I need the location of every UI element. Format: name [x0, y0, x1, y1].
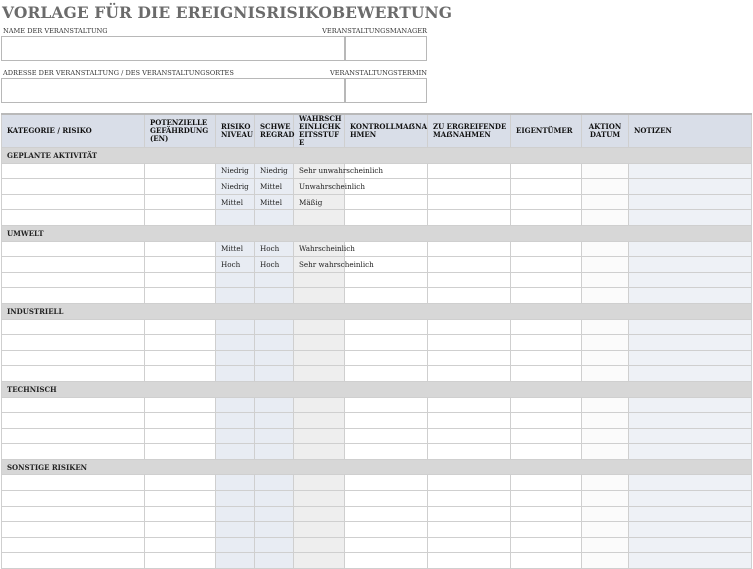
action-date-cell[interactable]: [582, 491, 629, 507]
event-date-label: VERANSTALTUNGSTERMIN: [329, 69, 427, 77]
notes-cell[interactable]: [629, 288, 752, 304]
risk-level-cell[interactable]: [216, 350, 255, 366]
action-date-cell[interactable]: [582, 179, 629, 195]
owner-cell[interactable]: [511, 444, 582, 460]
risk-level-cell[interactable]: Hoch: [216, 257, 255, 273]
header-actions-to-take: ZU ERGREIFENDE MAẞNAHMEN: [428, 114, 511, 148]
control-measures-cell[interactable]: [345, 491, 428, 507]
hazard-cell[interactable]: [145, 163, 216, 179]
notes-cell[interactable]: [629, 366, 752, 382]
likelihood-cell[interactable]: Wahrscheinlich: [294, 241, 345, 257]
likelihood-cell[interactable]: [294, 475, 345, 491]
severity-cell[interactable]: Hoch: [255, 257, 294, 273]
category-cell[interactable]: [2, 413, 145, 429]
table-row: [2, 210, 752, 226]
likelihood-cell[interactable]: Sehr unwahrscheinlich: [294, 163, 345, 179]
category-cell[interactable]: [2, 475, 145, 491]
control-measures-cell[interactable]: [345, 241, 428, 257]
risk-level-cell[interactable]: [216, 428, 255, 444]
category-cell[interactable]: [2, 194, 145, 210]
risk-level-cell[interactable]: [216, 475, 255, 491]
risk-level-cell[interactable]: [216, 397, 255, 413]
table-row: [2, 257, 752, 273]
likelihood-cell[interactable]: [294, 553, 345, 569]
severity-cell[interactable]: [255, 522, 294, 538]
hazard-cell[interactable]: [145, 537, 216, 553]
actions-cell[interactable]: [428, 413, 511, 429]
table-row: [2, 272, 752, 288]
actions-cell[interactable]: [428, 537, 511, 553]
notes-cell[interactable]: [629, 319, 752, 335]
severity-cell[interactable]: [255, 537, 294, 553]
category-cell[interactable]: [2, 553, 145, 569]
likelihood-cell[interactable]: [294, 522, 345, 538]
severity-cell[interactable]: [255, 272, 294, 288]
hazard-cell[interactable]: [145, 350, 216, 366]
page-title: VORLAGE FÜR DIE EREIGNISRISIKOBEWERTUNG: [2, 3, 453, 22]
owner-cell[interactable]: [511, 272, 582, 288]
owner-cell[interactable]: [511, 241, 582, 257]
action-date-cell[interactable]: [582, 194, 629, 210]
control-measures-cell[interactable]: [345, 366, 428, 382]
action-date-cell[interactable]: [582, 444, 629, 460]
hazard-cell[interactable]: [145, 506, 216, 522]
hazard-cell[interactable]: [145, 413, 216, 429]
table-row: [2, 350, 752, 366]
notes-cell[interactable]: [629, 553, 752, 569]
risk-level-cell[interactable]: Mittel: [216, 194, 255, 210]
section-title: TECHNISCH: [2, 381, 752, 397]
event-address-label: ADRESSE DER VERANSTALTUNG / DES VERANSTALTUNGSORTES: [3, 69, 234, 77]
actions-cell[interactable]: [428, 272, 511, 288]
category-cell[interactable]: [2, 444, 145, 460]
notes-cell[interactable]: [629, 491, 752, 507]
risk-level-cell[interactable]: [216, 272, 255, 288]
actions-cell[interactable]: [428, 194, 511, 210]
table-row: [2, 506, 752, 522]
actions-cell[interactable]: [428, 397, 511, 413]
likelihood-cell[interactable]: [294, 288, 345, 304]
owner-cell[interactable]: [511, 288, 582, 304]
category-cell[interactable]: [2, 210, 145, 226]
hazard-cell[interactable]: [145, 366, 216, 382]
table-row: [2, 319, 752, 335]
risk-level-cell[interactable]: [216, 288, 255, 304]
action-date-cell[interactable]: [582, 163, 629, 179]
owner-cell[interactable]: [511, 491, 582, 507]
actions-cell[interactable]: [428, 335, 511, 351]
header-action-date: AKTION DATUM: [582, 114, 629, 148]
owner-cell[interactable]: [511, 506, 582, 522]
control-measures-cell[interactable]: [345, 288, 428, 304]
action-date-cell[interactable]: [582, 319, 629, 335]
category-cell[interactable]: [2, 428, 145, 444]
hazard-cell[interactable]: [145, 397, 216, 413]
notes-cell[interactable]: [629, 413, 752, 429]
action-date-cell[interactable]: [582, 288, 629, 304]
owner-cell[interactable]: [511, 210, 582, 226]
severity-cell[interactable]: [255, 475, 294, 491]
category-cell[interactable]: [2, 163, 145, 179]
actions-cell[interactable]: [428, 553, 511, 569]
actions-cell[interactable]: [428, 319, 511, 335]
section-title: INDUSTRIELL: [2, 303, 752, 319]
control-measures-cell[interactable]: [345, 335, 428, 351]
severity-cell[interactable]: [255, 444, 294, 460]
hazard-cell[interactable]: [145, 210, 216, 226]
risk-level-cell[interactable]: Mittel: [216, 241, 255, 257]
action-date-cell[interactable]: [582, 506, 629, 522]
owner-cell[interactable]: [511, 553, 582, 569]
hazard-cell[interactable]: [145, 335, 216, 351]
table-row: [2, 491, 752, 507]
actions-cell[interactable]: [428, 522, 511, 538]
control-measures-cell[interactable]: [345, 522, 428, 538]
control-measures-cell[interactable]: [345, 413, 428, 429]
actions-cell[interactable]: [428, 366, 511, 382]
table-row: [2, 288, 752, 304]
notes-cell[interactable]: [629, 210, 752, 226]
notes-cell[interactable]: [629, 475, 752, 491]
likelihood-cell[interactable]: [294, 319, 345, 335]
notes-cell[interactable]: [629, 194, 752, 210]
severity-cell[interactable]: [255, 397, 294, 413]
hazard-cell[interactable]: [145, 179, 216, 195]
risk-table: [1, 113, 752, 569]
actions-cell[interactable]: [428, 241, 511, 257]
severity-cell[interactable]: Mittel: [255, 179, 294, 195]
notes-cell[interactable]: [629, 506, 752, 522]
table-row: [2, 522, 752, 538]
header-notes: NOTIZEN: [629, 114, 752, 148]
severity-cell[interactable]: [255, 335, 294, 351]
hazard-cell[interactable]: [145, 288, 216, 304]
control-measures-cell[interactable]: [345, 475, 428, 491]
section-title: UMWELT: [2, 225, 752, 241]
notes-cell[interactable]: [629, 428, 752, 444]
action-date-cell[interactable]: [582, 335, 629, 351]
category-cell[interactable]: [2, 241, 145, 257]
severity-cell[interactable]: [255, 319, 294, 335]
risk-level-cell[interactable]: [216, 366, 255, 382]
action-date-cell[interactable]: [582, 397, 629, 413]
likelihood-cell[interactable]: Sehr wahrscheinlich: [294, 257, 345, 273]
header-severity: SCHWE REGRAD: [255, 114, 294, 148]
action-date-cell[interactable]: [582, 553, 629, 569]
control-measures-cell[interactable]: [345, 272, 428, 288]
table-row: [2, 397, 752, 413]
notes-cell[interactable]: [629, 350, 752, 366]
category-cell[interactable]: [2, 288, 145, 304]
table-body: [2, 148, 752, 569]
category-cell[interactable]: [2, 366, 145, 382]
header-risk-level: RISIKO NIVEAU: [216, 114, 255, 148]
table-row: [2, 241, 752, 257]
severity-cell[interactable]: Hoch: [255, 241, 294, 257]
likelihood-cell[interactable]: [294, 491, 345, 507]
risk-level-cell[interactable]: [216, 491, 255, 507]
notes-cell[interactable]: [629, 241, 752, 257]
owner-cell[interactable]: [511, 397, 582, 413]
category-cell[interactable]: [2, 397, 145, 413]
category-cell[interactable]: [2, 272, 145, 288]
notes-cell[interactable]: [629, 537, 752, 553]
control-measures-cell[interactable]: [345, 319, 428, 335]
risk-level-cell[interactable]: [216, 444, 255, 460]
section-title: GEPLANTE AKTIVITÄT: [2, 148, 752, 164]
action-date-cell[interactable]: [582, 272, 629, 288]
event-name-label: NAME DER VERANSTALTUNG: [3, 27, 108, 35]
owner-cell[interactable]: [511, 350, 582, 366]
table-row: [2, 163, 752, 179]
category-cell[interactable]: [2, 522, 145, 538]
category-cell[interactable]: [2, 257, 145, 273]
category-cell[interactable]: [2, 350, 145, 366]
owner-cell[interactable]: [511, 194, 582, 210]
owner-cell[interactable]: [511, 257, 582, 273]
control-measures-cell[interactable]: [345, 428, 428, 444]
control-measures-cell[interactable]: [345, 537, 428, 553]
hazard-cell[interactable]: [145, 444, 216, 460]
table-row: [2, 366, 752, 382]
event-date-field[interactable]: [345, 78, 427, 103]
owner-cell[interactable]: [511, 179, 582, 195]
owner-cell[interactable]: [511, 163, 582, 179]
table-row: [2, 475, 752, 491]
likelihood-cell[interactable]: [294, 366, 345, 382]
control-measures-cell[interactable]: [345, 397, 428, 413]
action-date-cell[interactable]: [582, 428, 629, 444]
hazard-cell[interactable]: [145, 428, 216, 444]
control-measures-cell[interactable]: [345, 194, 428, 210]
risk-level-cell[interactable]: [216, 506, 255, 522]
likelihood-cell[interactable]: [294, 397, 345, 413]
header-control-measures: KONTROLLMAẞNAHMEN: [345, 114, 428, 148]
hazard-cell[interactable]: [145, 491, 216, 507]
table-row: [2, 335, 752, 351]
action-date-cell[interactable]: [582, 366, 629, 382]
header-likelihood: WAHRSCHEINLICHKEITSSTUFE: [294, 114, 345, 148]
likelihood-cell[interactable]: [294, 272, 345, 288]
notes-cell[interactable]: [629, 163, 752, 179]
hazard-cell[interactable]: [145, 522, 216, 538]
header-owner: EIGENTÜMER: [511, 114, 582, 148]
control-measures-cell[interactable]: [345, 444, 428, 460]
table-row: [2, 553, 752, 569]
action-date-cell[interactable]: [582, 241, 629, 257]
notes-cell[interactable]: [629, 272, 752, 288]
section-header-row: [2, 303, 752, 319]
risk-level-cell[interactable]: Niedrig: [216, 163, 255, 179]
event-manager-field[interactable]: [345, 36, 427, 61]
likelihood-cell[interactable]: [294, 428, 345, 444]
likelihood-cell[interactable]: [294, 444, 345, 460]
section-title: SONSTIGE RISIKEN: [2, 459, 752, 475]
owner-cell[interactable]: [511, 475, 582, 491]
category-cell[interactable]: [2, 537, 145, 553]
actions-cell[interactable]: [428, 491, 511, 507]
severity-cell[interactable]: [255, 366, 294, 382]
owner-cell[interactable]: [511, 319, 582, 335]
section-header-row: [2, 225, 752, 241]
actions-cell[interactable]: [428, 475, 511, 491]
owner-cell[interactable]: [511, 413, 582, 429]
actions-cell[interactable]: [428, 350, 511, 366]
category-cell[interactable]: [2, 491, 145, 507]
action-date-cell[interactable]: [582, 537, 629, 553]
likelihood-cell[interactable]: Unwahrscheinlich: [294, 179, 345, 195]
severity-cell[interactable]: [255, 350, 294, 366]
action-date-cell[interactable]: [582, 257, 629, 273]
event-name-field[interactable]: [1, 36, 345, 61]
table-row: [2, 428, 752, 444]
action-date-cell[interactable]: [582, 413, 629, 429]
owner-cell[interactable]: [511, 537, 582, 553]
severity-cell[interactable]: [255, 491, 294, 507]
notes-cell[interactable]: [629, 397, 752, 413]
control-measures-cell[interactable]: [345, 350, 428, 366]
hazard-cell[interactable]: [145, 241, 216, 257]
notes-cell[interactable]: [629, 444, 752, 460]
hazard-cell[interactable]: [145, 475, 216, 491]
actions-cell[interactable]: [428, 163, 511, 179]
risk-level-cell[interactable]: [216, 553, 255, 569]
section-header-row: [2, 148, 752, 164]
hazard-cell[interactable]: [145, 553, 216, 569]
actions-cell[interactable]: [428, 179, 511, 195]
action-date-cell[interactable]: [582, 210, 629, 226]
severity-cell[interactable]: Niedrig: [255, 163, 294, 179]
event-address-field[interactable]: [1, 78, 345, 103]
table-row: [2, 194, 752, 210]
actions-cell[interactable]: [428, 288, 511, 304]
table-row: [2, 537, 752, 553]
actions-cell[interactable]: [428, 444, 511, 460]
severity-cell[interactable]: [255, 553, 294, 569]
severity-cell[interactable]: [255, 428, 294, 444]
section-header-row: [2, 459, 752, 475]
table-header-row: [2, 114, 752, 148]
likelihood-cell[interactable]: [294, 537, 345, 553]
category-cell[interactable]: [2, 179, 145, 195]
table-row: [2, 444, 752, 460]
owner-cell[interactable]: [511, 366, 582, 382]
risk-level-cell[interactable]: [216, 210, 255, 226]
actions-cell[interactable]: [428, 506, 511, 522]
header-hazards: POTENZIELLE GEFÄHRDUNG(EN): [145, 114, 216, 148]
category-cell[interactable]: [2, 319, 145, 335]
table-row: [2, 179, 752, 195]
severity-cell[interactable]: [255, 288, 294, 304]
likelihood-cell[interactable]: [294, 350, 345, 366]
hazard-cell[interactable]: [145, 194, 216, 210]
actions-cell[interactable]: [428, 257, 511, 273]
action-date-cell[interactable]: [582, 350, 629, 366]
likelihood-cell[interactable]: [294, 413, 345, 429]
hazard-cell[interactable]: [145, 257, 216, 273]
severity-cell[interactable]: Mittel: [255, 194, 294, 210]
notes-cell[interactable]: [629, 179, 752, 195]
risk-level-cell[interactable]: [216, 537, 255, 553]
actions-cell[interactable]: [428, 210, 511, 226]
severity-cell[interactable]: [255, 506, 294, 522]
header-category: KATEGORIE / RISIKO: [2, 114, 145, 148]
risk-level-cell[interactable]: [216, 319, 255, 335]
control-measures-cell[interactable]: [345, 553, 428, 569]
table-row: [2, 413, 752, 429]
notes-cell[interactable]: [629, 522, 752, 538]
category-cell[interactable]: [2, 506, 145, 522]
action-date-cell[interactable]: [582, 475, 629, 491]
owner-cell[interactable]: [511, 522, 582, 538]
control-measures-cell[interactable]: [345, 506, 428, 522]
owner-cell[interactable]: [511, 335, 582, 351]
risk-level-cell[interactable]: [216, 522, 255, 538]
category-cell[interactable]: [2, 335, 145, 351]
notes-cell[interactable]: [629, 257, 752, 273]
risk-level-cell[interactable]: Niedrig: [216, 179, 255, 195]
likelihood-cell[interactable]: [294, 335, 345, 351]
likelihood-cell[interactable]: Mäßig: [294, 194, 345, 210]
hazard-cell[interactable]: [145, 272, 216, 288]
notes-cell[interactable]: [629, 335, 752, 351]
event-manager-label: VERANSTALTUNGSMANAGER: [322, 27, 427, 35]
severity-cell[interactable]: [255, 210, 294, 226]
action-date-cell[interactable]: [582, 522, 629, 538]
section-header-row: [2, 381, 752, 397]
risk-level-cell[interactable]: [216, 413, 255, 429]
likelihood-cell[interactable]: [294, 506, 345, 522]
hazard-cell[interactable]: [145, 319, 216, 335]
owner-cell[interactable]: [511, 428, 582, 444]
actions-cell[interactable]: [428, 428, 511, 444]
likelihood-cell[interactable]: [294, 210, 345, 226]
control-measures-cell[interactable]: [345, 210, 428, 226]
risk-level-cell[interactable]: [216, 335, 255, 351]
severity-cell[interactable]: [255, 413, 294, 429]
